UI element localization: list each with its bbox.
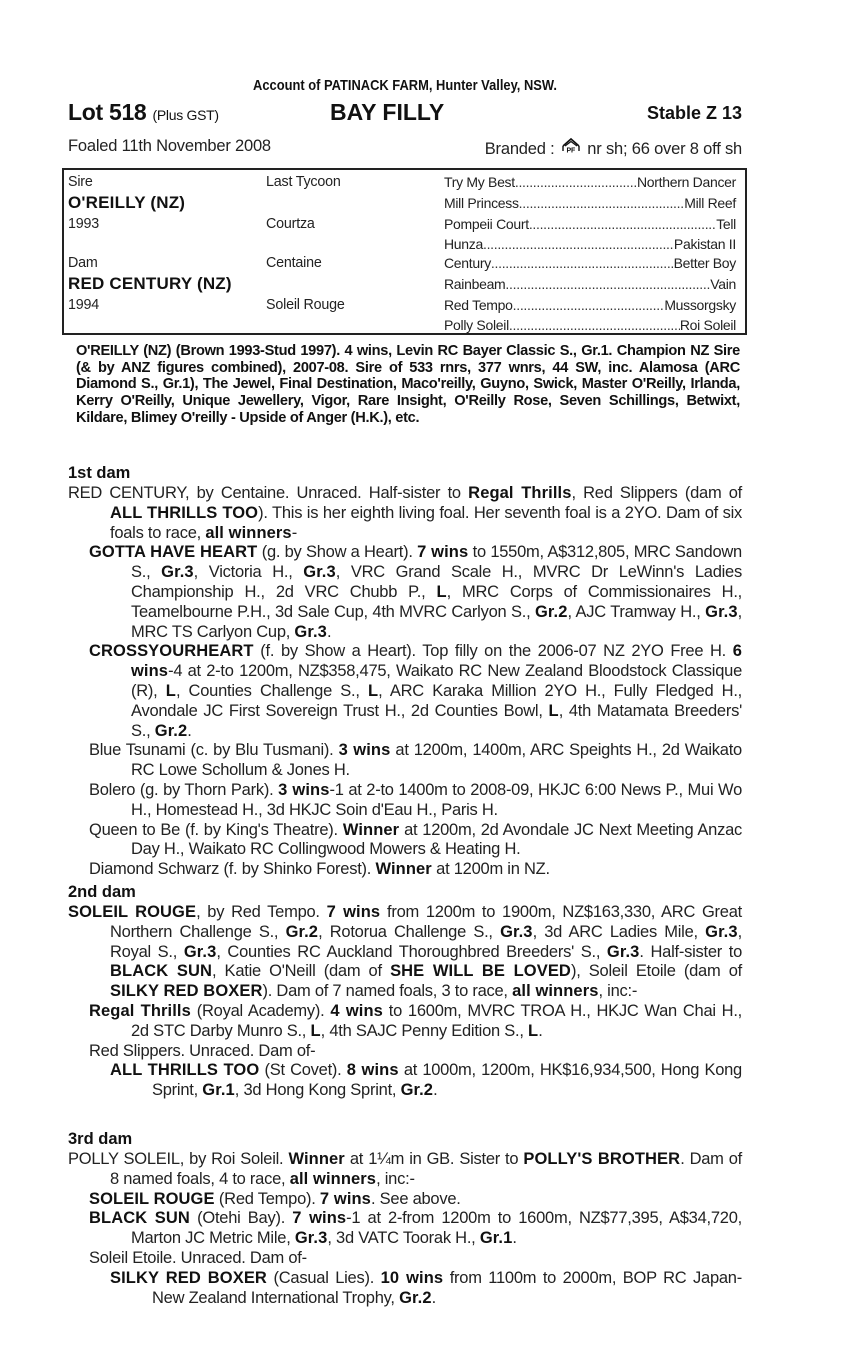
dam-year: 1994 <box>68 297 100 313</box>
stable-location: Stable Z 13 <box>646 103 742 123</box>
progeny-entry: ALL THRILLS TOO (St Covet). 8 wins at 1000m, 1200m, HK$16,934,500, Hong Kong Sprint, Gr.1, 3d Hong Kong Sprint, Gr.2. <box>110 1061 742 1100</box>
progeny-entry: SOLEIL ROUGE (Red Tempo). 7 wins. See above. <box>89 1189 461 1208</box>
branded-detail: nr sh; 66 over 8 off sh <box>587 140 742 158</box>
second-dam-section <box>68 883 742 1101</box>
svg-text:PF: PF <box>566 147 575 155</box>
dam-entry: RED CENTURY, by Centaine. Unraced. Half-sister to Regal Thrills, Red Slippers (dam of ALL THRILLS TOO). This is her eighth living foal. Her seventh foal is a 2YO. Dam of six foals to race, all winners- <box>68 484 743 542</box>
sire-summary: O'REILLY (NZ) (Brown 1993-Stud 1997). 4 wins, Levin RC Bayer Classic S., Gr.1. Champion NZ Sire (& by ANZ figures combined), 2007-08. Sire of 533 rnrs, 377 wnrs, 44 SW, inc. Alamosa (ARC Diamond S., Gr.1), The Jewel, Final Destination, Maco'reilly, Guyno, Swick, Master O'Reilly, Irlanda, Kerry O'Reilly, Unique Jewellery, Vigor, Rare Insight, O'Reilly Rose, Seven Schillings, Betwixt, Kildare, Blimey O'reilly - Upside of Anger (H.K.), etc. <box>76 343 740 426</box>
dam-entry: POLLY SOLEIL, by Roi Soleil. Winner at 1¼m in GB. Sister to POLLY'S BROTHER. Dam of 8 named foals, 4 to race, all winners, inc:- <box>68 1150 742 1188</box>
dam-entries <box>68 484 742 880</box>
progeny-entry: Diamond Schwarz (f. by Shinko Forest). Winner at 1200m in NZ. <box>89 860 550 879</box>
progeny-entry: Blue Tsunami (c. by Blu Tusmani). 3 wins at 1200m, 1400m, ARC Speights H., 2d Waikato RC Lowe Schollum & Jones H. <box>89 741 742 780</box>
grandsire-row: Century ..... Better Boy <box>444 255 736 271</box>
dam-entries <box>68 903 742 1101</box>
progeny-entry: Soleil Etoile. Unraced. Dam of- <box>89 1248 307 1267</box>
progeny-entry: Regal Thrills (Royal Academy). 4 wins to 1600m, MVRC TROA H., HKJC Wan Chai H., 2d STC Darby Munro S., L, 4th SAJC Penny Edition S., L. <box>89 1001 742 1040</box>
grandsire-row: Rainbeam ..... Vain <box>444 276 736 292</box>
dam-entry: SOLEIL ROUGE, by Red Tempo. 7 wins from 1200m to 1900m, NZ$163,330, ARC Great Northern Challenge S., Gr.2, Rotorua Challenge S., Gr.3, 3d ARC Ladies Mile, Gr.3, Royal S., Gr.3, Counties RC Auckland Thoroughbred Breeders' S., Gr.3. Half-sister to BLACK SUN, Katie O'Neill (dam of SHE WILL BE LOVED), Soleil Etoile (dam of SILKY RED BOXER). Dam of 7 named foals, 3 to race, all winners, inc:- <box>68 903 742 1001</box>
section-heading: 3rd dam <box>68 1130 133 1148</box>
vendor-account: Account of PATINACK FARM, Hunter Valley, NSW. <box>253 77 557 94</box>
sire-label: Sire <box>68 174 93 190</box>
foaled-date: Foaled 11th November 2008 <box>68 137 271 155</box>
grandsire-row: Pompeii Court ..... Tell <box>444 216 736 232</box>
grandsire-row: Hunza ..... Pakistan II <box>444 236 736 252</box>
brand-info <box>485 137 742 159</box>
sire-year: 1993 <box>68 216 100 232</box>
progeny-entry: CROSSYOURHEART (f. by Show a Heart). Top filly on the 2006-07 NZ 2YO Free H. 6 wins-4 at 2-to 1200m, NZ$358,475, Waikato RC New Zealand Bloodstock Classique (R), L, Counties Challenge S., L, ARC Karaka Million 2YO H., Fully Fledged H., Avondale JC First Sovereign Trust H., 2d Counties Bowl, L, 4th Matamata Breeders' S., Gr.2. <box>89 642 743 740</box>
progeny-entry: BLACK SUN (Otehi Bay). 7 wins-1 at 2-from 1200m to 1600m, NZ$77,395, A$34,720, Marton JC Metric Mile, Gr.3, 3d VATC Toorak H., Gr.1. <box>89 1209 742 1248</box>
grandsire-row: Red Tempo ..... Mussorgsky <box>444 297 736 313</box>
sire-name: O'REILLY (NZ) <box>68 193 186 212</box>
branded-label: Branded : <box>484 140 555 158</box>
dam-dam: Soleil Rouge <box>266 297 345 313</box>
colour-sex: BAY FILLY <box>330 99 445 125</box>
lot-label: Lot 518 <box>68 99 147 125</box>
progeny-entry: Queen to Be (f. by King's Theatre). Winner at 1200m, 2d Avondale JC Next Meeting Anzac Day H., Waikato RC Collingwood Mowers & Heating H. <box>89 820 742 859</box>
dam-label: Dam <box>68 255 98 271</box>
dam-sire: Centaine <box>266 255 322 271</box>
dam-name: RED CENTURY (NZ) <box>68 274 232 293</box>
grandsire-row: Try My Best ..... Northern Dancer <box>444 174 736 190</box>
gst-note: (Plus GST) <box>152 107 219 123</box>
lot-number <box>68 99 219 126</box>
progeny-entry: Red Slippers. Unraced. Dam of- <box>89 1041 316 1060</box>
grandsire-row: Polly Soleil ..... Roi Soleil <box>444 317 736 333</box>
pedigree-table <box>62 168 747 335</box>
pf-house-brand-icon <box>560 137 582 155</box>
section-heading: 1st dam <box>68 464 131 482</box>
progeny-entry: GOTTA HAVE HEART (g. by Show a Heart). 7 wins to 1550m, A$312,805, MRC Sandown S., Gr.3, Victoria H., Gr.3, VRC Grand Scale H., MVRC Dr LeWinn's Ladies Championship H., 2d VRC Chubb P., L, MRC Corps of Commissionaires H., Teamelbourne P.H., 3d Sale Cup, 4th MVRC Carlyon S., Gr.2, AJC Tramway H., Gr.3, MRC TS Carlyon Cup, Gr.3. <box>89 543 742 641</box>
section-heading: 2nd dam <box>68 883 136 901</box>
progeny-entry: Bolero (g. by Thorn Park). 3 wins-1 at 2-to 1400m to 2008-09, HKJC 6:00 News P., Mui Wo H., Homestead H., 3d HKJC Soin d'Eau H., Paris H. <box>89 780 743 819</box>
lot-header-row <box>68 99 742 129</box>
sire-dam: Courtza <box>266 216 315 232</box>
sire-sire: Last Tycoon <box>266 174 341 190</box>
third-dam-section <box>68 1130 742 1308</box>
grandsire-row: Mill Princess ..... Mill Reef <box>444 195 736 211</box>
progeny-entry: SILKY RED BOXER (Casual Lies). 10 wins from 1100m to 2000m, BOP RC Japan-New Zealand International Trophy, Gr.2. <box>110 1268 742 1307</box>
first-dam-section <box>68 464 742 880</box>
dam-entries <box>68 1150 742 1308</box>
